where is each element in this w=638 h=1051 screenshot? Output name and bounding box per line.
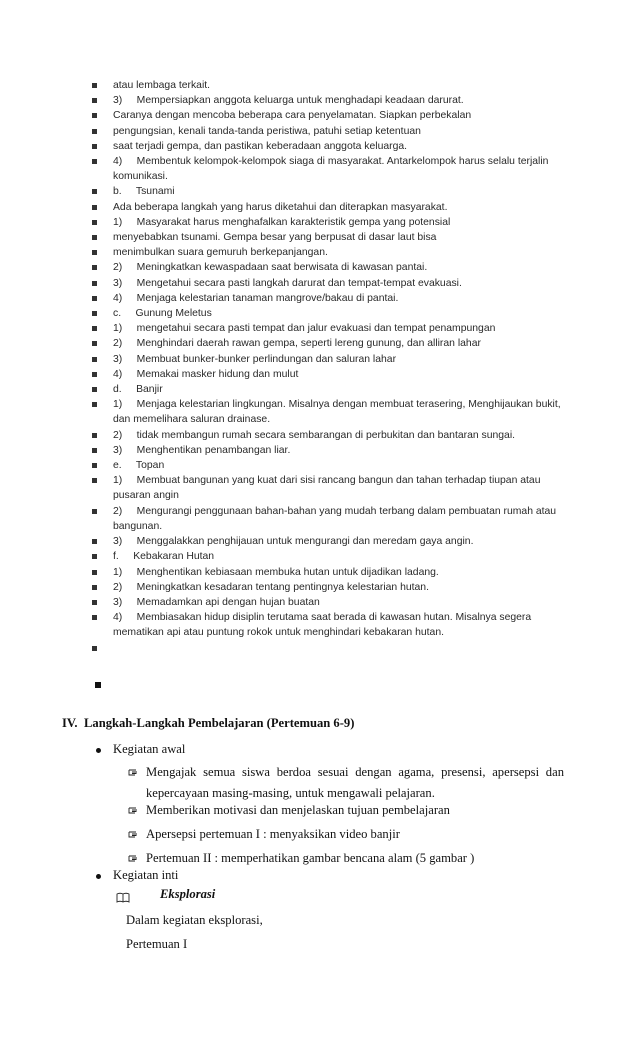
list-item: 3) Mempersiapkan anggota keluarga untuk menghadapi keadaan darurat. <box>0 93 638 108</box>
pointing-hand-icon <box>128 767 140 777</box>
list-item: 4) Menjaga kelestarian tanaman mangrove/bakau di pantai. <box>0 291 638 306</box>
square-bullet-icon <box>92 311 97 316</box>
list-item: 3) Menggalakkan penghijauan untuk mengurangi dan meredam gaya angin. <box>0 534 638 549</box>
list-item: menyebabkan tsunami. Gempa besar yang berpusat di dasar laut bisa <box>0 230 638 245</box>
list-item: 2) Meningkatkan kewaspadaan saat berwisata di kawasan pantai. <box>0 260 638 275</box>
list-item: 1) Menghentikan kebiasaan membuka hutan untuk dijadikan ladang. <box>0 565 638 580</box>
square-bullet-icon <box>92 265 97 270</box>
list-item: f. Kebakaran Hutan <box>0 549 638 564</box>
list-item: 3) Mengetahui secara pasti langkah darurat dan tempat-tempat evakuasi. <box>0 276 638 291</box>
round-bullet-icon <box>96 874 101 879</box>
kegiatan-awal-text: Pertemuan II : memperhatikan gambar bencana alam (5 gambar ) <box>146 851 475 865</box>
list-item: 4) Membiasakan hidup disiplin terutama saat berada di kawasan hutan. Misalnya segera mematikan api atau puntung rokok untuk menghindari kebakaran hutan. <box>0 610 638 640</box>
list-item: atau lembaga terkait. <box>0 78 638 93</box>
square-bullet-icon <box>92 433 97 438</box>
pointing-hand-icon <box>128 805 140 815</box>
square-bullet-icon <box>92 646 97 651</box>
square-bullet-icon <box>92 326 97 331</box>
list-item: 1) mengetahui secara pasti tempat dan jalur evakuasi dan tempat penampungan <box>0 321 638 336</box>
section-number: IV. <box>62 716 78 730</box>
list-item: d. Banjir <box>0 382 638 397</box>
square-bullet-icon <box>92 463 97 468</box>
open-book-icon <box>116 890 130 901</box>
list-item: menimbulkan suara gemuruh berkepanjangan. <box>0 245 638 260</box>
square-bullet-icon <box>92 296 97 301</box>
square-bullet-icon <box>92 250 97 255</box>
square-bullet-icon <box>92 281 97 286</box>
square-bullet-icon <box>92 448 97 453</box>
list-item: pengungsian, kenali tanda-tanda peristiwa, patuhi setiap ketentuan <box>0 124 638 139</box>
kegiatan-awal-text: Apersepsi pertemuan I : menyaksikan video banjir <box>146 827 400 841</box>
square-bullet-icon <box>92 402 97 407</box>
measures-list <box>0 78 638 641</box>
square-bullet-icon <box>92 478 97 483</box>
list-item: c. Gunung Meletus <box>0 306 638 321</box>
list-item: Ada beberapa langkah yang harus diketahui dan diterapkan masyarakat. <box>0 200 638 215</box>
square-bullet-icon <box>92 585 97 590</box>
section-title: Langkah-Langkah Pembelajaran (Pertemuan 6-9) <box>84 716 355 730</box>
list-item: 1) Masyarakat harus menghafalkan karakteristik gempa yang potensial <box>0 215 638 230</box>
body-text: Dalam kegiatan eksplorasi, <box>126 913 263 927</box>
kegiatan-awal-text: kepercayaan masing-masing, untuk mengawali pelajaran. <box>146 786 435 800</box>
round-bullet-icon <box>96 748 101 753</box>
square-bullet-icon <box>92 600 97 605</box>
list-item: 4) Membentuk kelompok-kelompok siaga di masyarakat. Antarkelompok harus selalu terjalin komunikasi. <box>0 154 638 184</box>
kegiatan-inti-label: Kegiatan inti <box>113 868 179 882</box>
square-bullet-icon <box>92 509 97 514</box>
list-item: 2) Meningkatkan kesadaran tentang pentingnya kelestarian hutan. <box>0 580 638 595</box>
square-bullet-icon <box>92 189 97 194</box>
square-bullet-icon <box>92 144 97 149</box>
eksplorasi-label: Eksplorasi <box>160 887 216 901</box>
square-bullet-icon <box>92 98 97 103</box>
square-bullet-icon <box>92 357 97 362</box>
square-bullet-icon <box>92 341 97 346</box>
square-bullet-icon <box>92 220 97 225</box>
list-item: b. Tsunami <box>0 184 638 199</box>
square-bullet-icon <box>92 372 97 377</box>
list-item: 1) Menjaga kelestarian lingkungan. Misalnya dengan membuat terasering, Menghijaukan bukit, dan memelihara saluran drainase. <box>0 397 638 427</box>
square-bullet-icon <box>92 387 97 392</box>
list-item: 3) Memadamkan api dengan hujan buatan <box>0 595 638 610</box>
list-item: 2) tidak membangun rumah secara sembarangan di perbukitan dan bantaran sungai. <box>0 428 638 443</box>
list-item: 1) Membuat bangunan yang kuat dari sisi rancang bangun dan tahan terhadap tiupan atau pusaran angin <box>0 473 638 503</box>
square-bullet-icon <box>92 615 97 620</box>
kegiatan-awal-label: Kegiatan awal <box>113 742 186 756</box>
list-item: 2) Mengurangi penggunaan bahan-bahan yang mudah terbang dalam pembuatan rumah atau bangunan. <box>0 504 638 534</box>
square-bullet-icon <box>92 570 97 575</box>
list-item: 3) Menghentikan penambangan liar. <box>0 443 638 458</box>
square-bullet-icon <box>92 205 97 210</box>
list-item: 2) Menghindari daerah rawan gempa, seperti lereng gunung, dan alliran lahar <box>0 336 638 351</box>
pointing-hand-icon <box>128 829 140 839</box>
body-text: Pertemuan I <box>126 937 188 951</box>
list-item: 4) Memakai masker hidung dan mulut <box>0 367 638 382</box>
square-bullet-icon <box>92 129 97 134</box>
kegiatan-awal-text: Mengajak semua siswa berdoa sesuai dengan agama, presensi, apersepsi dan <box>146 765 564 779</box>
square-bullet-icon <box>92 83 97 88</box>
square-bullet-icon <box>92 554 97 559</box>
square-bullet-icon <box>92 235 97 240</box>
kegiatan-awal-text: Memberikan motivasi dan menjelaskan tujuan pembelajaran <box>146 803 450 817</box>
list-item: saat terjadi gempa, dan pastikan keberadaan anggota keluarga. <box>0 139 638 154</box>
list-item: Caranya dengan mencoba beberapa cara penyelamatan. Siapkan perbekalan <box>0 108 638 123</box>
list-item: 3) Membuat bunker-bunker perlindungan dan saluran lahar <box>0 352 638 367</box>
square-bullet-icon <box>92 159 97 164</box>
square-bullet-icon <box>95 682 101 688</box>
pointing-hand-icon <box>128 853 140 863</box>
square-bullet-icon <box>92 539 97 544</box>
list-item: e. Topan <box>0 458 638 473</box>
square-bullet-icon <box>92 113 97 118</box>
section-heading <box>62 716 354 731</box>
